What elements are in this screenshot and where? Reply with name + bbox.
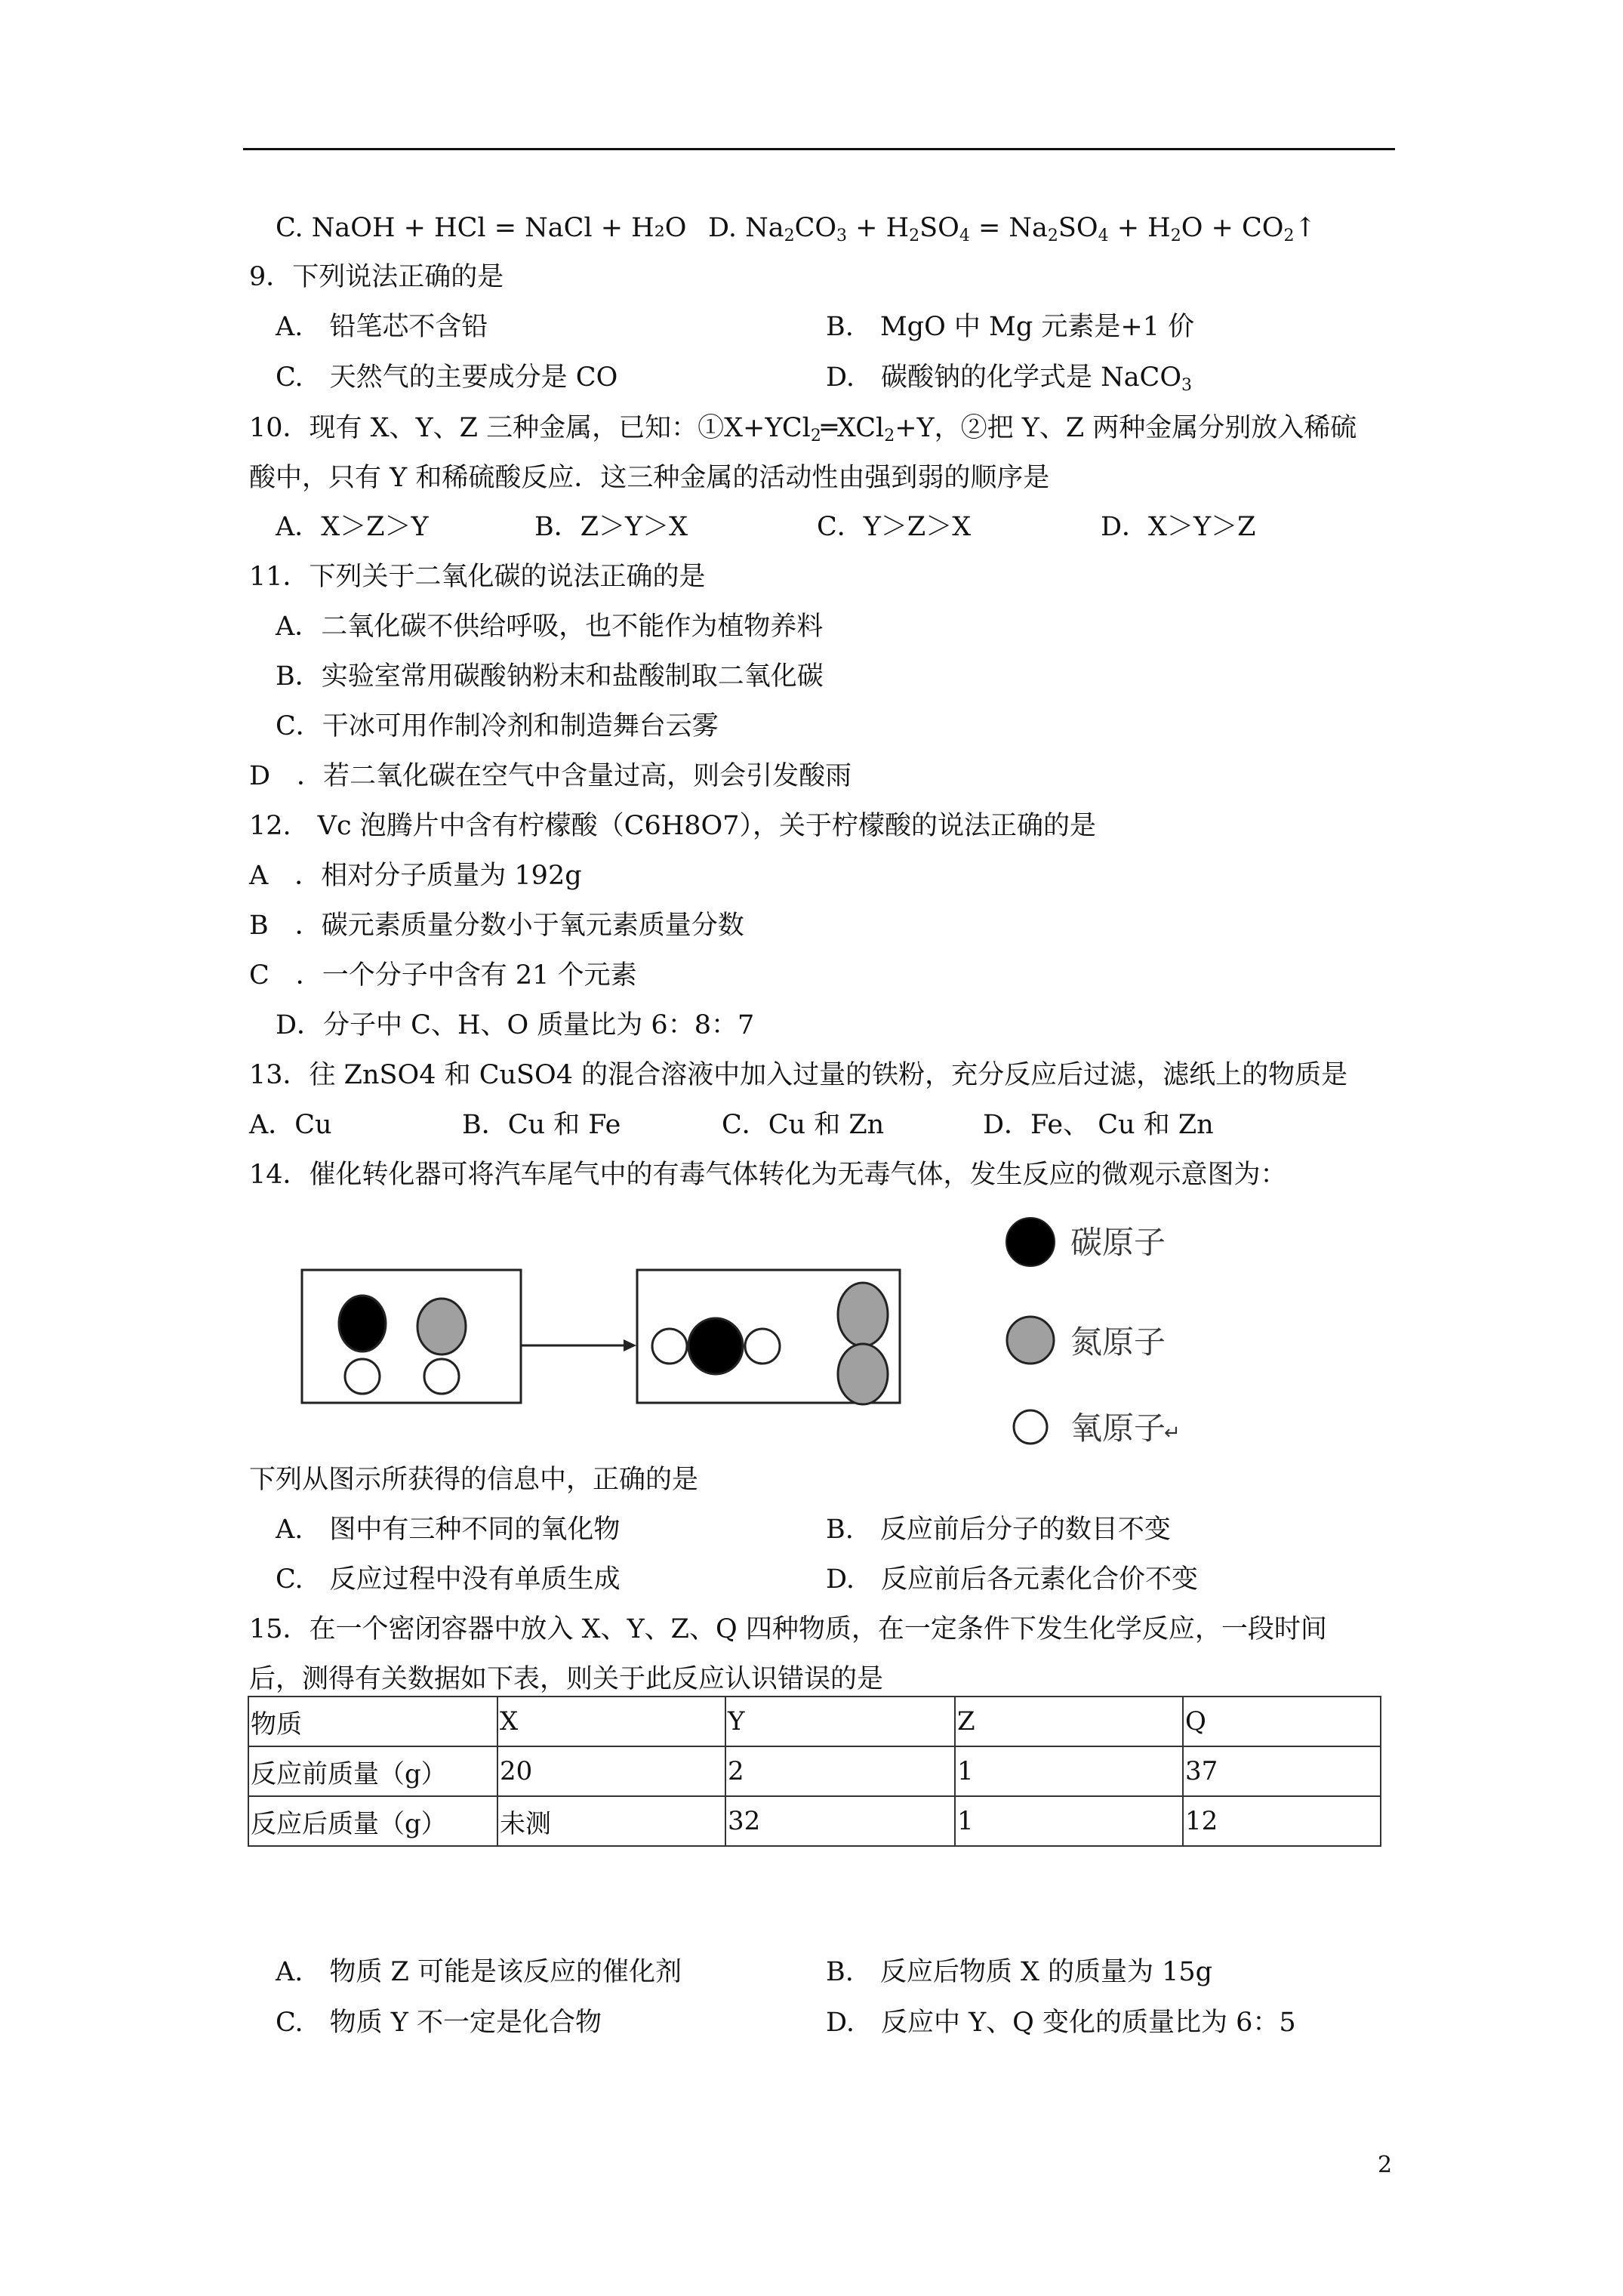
q10-option-a: A．X＞Z＞Y (276, 512, 429, 542)
q9-option-b: B. MgO 中 Mg 元素是+1 价 (826, 312, 1195, 342)
q13-option-d: D．Fe、 Cu 和 Zn (983, 1110, 1214, 1140)
q8-option-d: D. $Na_2CO_3 + H_2SO_4 = Na_2SO_4 + H_2O$ + $CO_2↑$ (708, 213, 1317, 245)
q12-option-c: C ．一个分子中含有 21 个元素 (249, 960, 637, 991)
product-oxygen-atom-1 (652, 1329, 687, 1364)
reactant-oxygen-atom-2 (424, 1359, 459, 1394)
q12-option-d: D．分子中 C、H、O 质量比为 6：8：7 (276, 1010, 755, 1040)
q15-option-c: C. 物质 Y 不一定是化合物 (276, 2008, 602, 2038)
table-cell: 未测 (497, 1796, 725, 1846)
q15-stem-line1: 15．在一个密闭容器中放入 X、Y、Z、Q 四种物质，在一定条件下发生化学反应，一段时间 (249, 1614, 1327, 1644)
q12-option-b: B ．碳元素质量分数小于氧元素质量分数 (249, 911, 744, 941)
q10-option-b: B．Z＞Y＞X (534, 512, 688, 542)
reactant-nitrogen-atom (417, 1299, 466, 1354)
q14-option-c: C. 反应过程中没有单质生成 (276, 1564, 621, 1595)
q14-option-a: A. 图中有三种不同的氧化物 (276, 1515, 621, 1545)
legend-oxygen-swatch (1014, 1410, 1047, 1444)
table-cell: 1 (955, 1796, 1183, 1846)
product-nitrogen-atom-2 (838, 1344, 888, 1404)
q13-option-a: A．Cu (249, 1110, 332, 1140)
q13-option-c: C．Cu 和 Zn (722, 1110, 885, 1140)
q14-option-b: B. 反应前后分子的数目不变 (826, 1515, 1171, 1545)
table-cell: Y (725, 1697, 955, 1746)
legend-oxygen-label: 氧原子 (1070, 1410, 1166, 1447)
q14-followup: 下列从图示所获得的信息中，正确的是 (249, 1465, 699, 1495)
q14-stem: 14．催化转化器可将汽车尾气中的有毒气体转化为无毒气体，发生反应的微观示意图为： (249, 1160, 1287, 1190)
page-number: 2 (1378, 2152, 1393, 2178)
reactant-box (302, 1270, 521, 1403)
table-cell: 2 (725, 1746, 955, 1796)
table-cell: 1 (955, 1746, 1183, 1796)
table-cell: 12 (1183, 1796, 1381, 1846)
q9-option-a: A. 铅笔芯不含铅 (276, 312, 488, 342)
mass-data-table (248, 1696, 1381, 1847)
q13-option-b: B．Cu 和 Fe (462, 1110, 621, 1140)
table-cell: Q (1183, 1697, 1381, 1746)
q14-option-d: D. 反应前后各元素化合价不变 (826, 1564, 1198, 1595)
reactant-carbon-atom (339, 1296, 386, 1351)
q11-stem: 11．下列关于二氧化碳的说法正确的是 (249, 562, 706, 592)
table-cell: Z (955, 1697, 1183, 1746)
q15-option-d: D. 反应中 Y、Q 变化的质量比为 6：5 (826, 2008, 1296, 2038)
legend-carbon-swatch (1006, 1218, 1055, 1266)
product-oxygen-atom-2 (745, 1329, 780, 1364)
table-row (248, 1796, 1381, 1846)
q10-stem-line2: 酸中，只有 Y 和稀硫酸反应．这三种金属的活动性由强到弱的顺序是 (249, 463, 1050, 493)
legend-carbon-label: 碳原子 (1070, 1224, 1166, 1261)
q9-option-d: D. 碳酸钠的化学式是 NaCO$_3$ (826, 362, 1193, 395)
product-nitrogen-atom-1 (838, 1283, 888, 1346)
q9-option-c: C. 天然气的主要成分是 CO (276, 362, 618, 393)
q11-option-d: D ．若二氧化碳在空气中含量过高，则会引发酸雨 (249, 761, 852, 791)
q15-option-a: A. 物质 Z 可能是该反应的催化剂 (276, 1957, 682, 1987)
q11-option-c: C．干冰可用作制冷剂和制造舞台云雾 (276, 711, 719, 741)
q11-option-b: B．实验室常用碳酸钠粉末和盐酸制取二氧化碳 (276, 661, 824, 692)
q12-stem: 12. Vc 泡腾片中含有柠檬酸（C6H8O7），关于柠檬酸的说法正确的是 (249, 811, 1096, 841)
table-cell: 物质 (248, 1697, 497, 1746)
table-row (248, 1746, 1381, 1796)
q8-option-c: C. NaOH + HCl = NaCl + H₂O (276, 213, 687, 243)
table-cell: X (497, 1697, 725, 1746)
q9-stem: 9．下列说法正确的是 (249, 262, 504, 292)
q15-option-b: B. 反应后物质 X 的质量为 15g (826, 1957, 1213, 1987)
q10-stem-line1: 10．现有 X、Y、Z 三种金属，已知：①X+YCl$_2$═XCl$_2$+Y，②把 Y、Z 两种金属分别放入稀硫 (249, 413, 1357, 445)
q12-option-a: A ．相对分子质量为 192g (249, 861, 582, 891)
q10-option-c: C．Y＞Z＞X (817, 512, 972, 542)
legend-nitrogen-swatch (1007, 1317, 1054, 1364)
product-carbon-atom (688, 1318, 743, 1374)
table-cell: 反应前质量（g） (248, 1746, 497, 1796)
table-cell: 反应后质量（g） (248, 1796, 497, 1846)
legend-oxygen-return-mark: ↵ (1164, 1422, 1181, 1444)
q15-stem-line2: 后，测得有关数据如下表，则关于此反应认识错误的是 (249, 1664, 884, 1694)
legend-nitrogen-label: 氮原子 (1070, 1324, 1166, 1361)
table-cell: 20 (497, 1746, 725, 1796)
q13-stem: 13．往 ZnSO4 和 CuSO4 的混合溶液中加入过量的铁粉，充分反应后过滤，滤纸上的物质是 (249, 1060, 1348, 1090)
q11-option-a: A．二氧化碳不供给呼吸，也不能作为植物养料 (276, 612, 824, 642)
reaction-arrow-head (624, 1339, 636, 1351)
table-cell: 32 (725, 1796, 955, 1846)
reactant-oxygen-atom-1 (345, 1359, 380, 1394)
table-header-row (248, 1697, 1381, 1746)
q10-option-d: D．X＞Y＞Z (1101, 512, 1256, 542)
table-cell: 37 (1183, 1746, 1381, 1796)
